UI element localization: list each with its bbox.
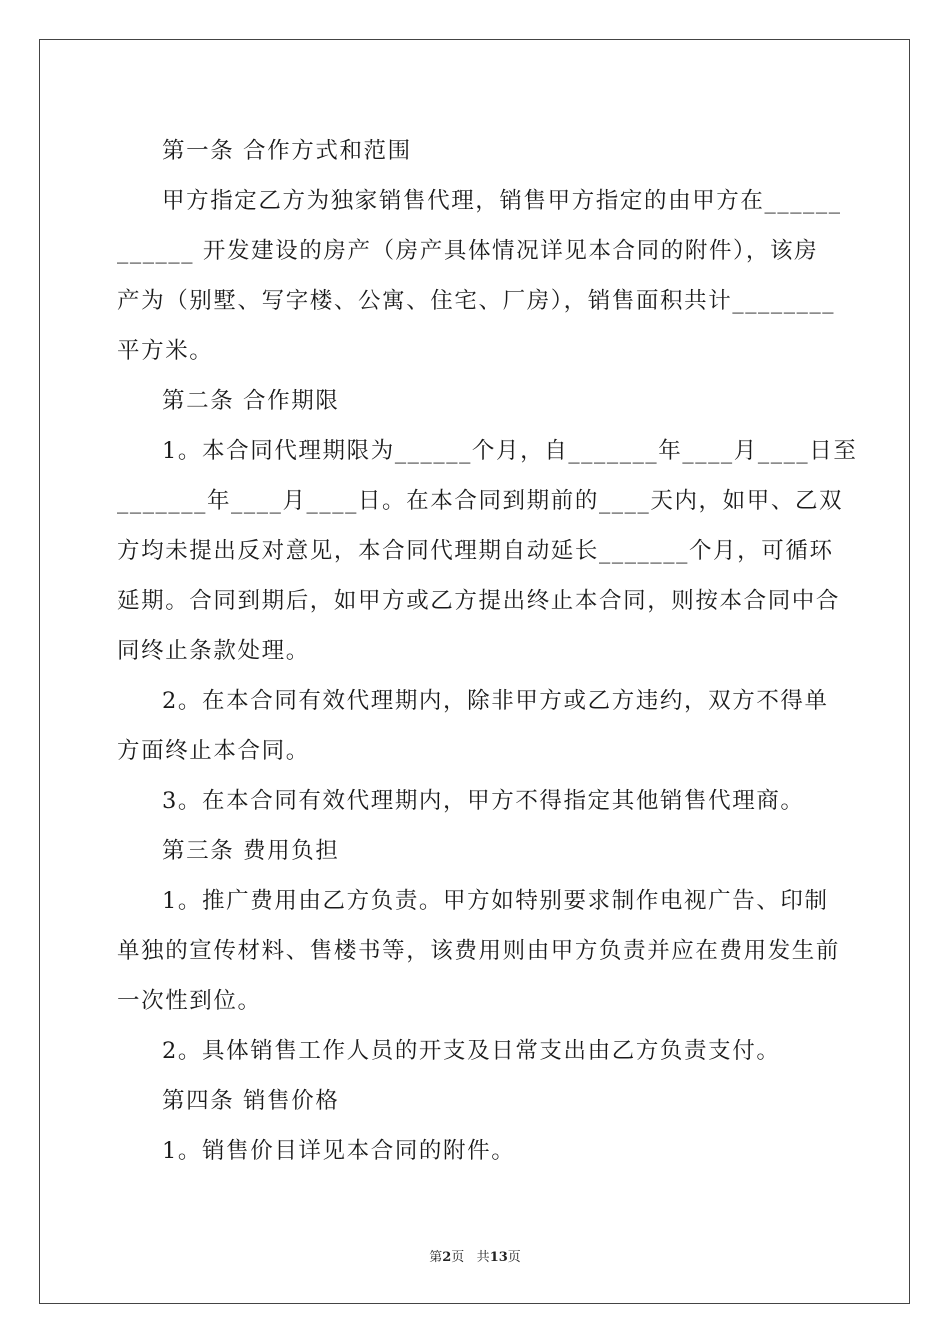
paragraph-line: 方均未提出反对意见，本合同代理期自动延长_______个月，可循环 — [117, 538, 834, 564]
paragraph-line: 平方米。 — [117, 338, 214, 364]
article-3-heading: 第三条 费用负担 — [162, 838, 340, 864]
current-page-number: 2 — [442, 1250, 452, 1265]
paragraph-line: ______ 开发建设的房产（房产具体情况详见本合同的附件），该房 — [117, 238, 819, 264]
paragraph-line: 产为（别墅、写字楼、公寓、住宅、厂房），销售面积共计________ — [117, 288, 836, 314]
paragraph-line: 2。具体销售工作人员的开支及日常支出由乙方负责支付。 — [162, 1038, 781, 1064]
paragraph-line: 1。销售价目详见本合同的附件。 — [162, 1138, 516, 1164]
paragraph-line: 单独的宣传材料、售楼书等，该费用则由甲方负责并应在费用发生前 — [117, 938, 841, 964]
paragraph-line: 方面终止本合同。 — [117, 738, 310, 764]
paragraph-line: 1。本合同代理期限为______个月，自_______年____月____日至 — [162, 438, 858, 464]
total-prefix: 共 — [476, 1250, 490, 1265]
paragraph-line: 甲方指定乙方为独家销售代理，销售甲方指定的由甲方在______ — [162, 188, 842, 214]
total-suffix: 页 — [507, 1250, 521, 1265]
document-body — [117, 126, 858, 1176]
article-4-heading: 第四条 销售价格 — [162, 1088, 340, 1114]
paragraph-line: 1。推广费用由乙方负责。甲方如特别要求制作电视广告、印制 — [162, 888, 829, 914]
paragraph-line: 3。在本合同有效代理期内，甲方不得指定其他销售代理商。 — [162, 788, 805, 814]
paragraph-line: 一次性到位。 — [117, 988, 262, 1014]
paragraph-line: _______年____月____日。在本合同到期前的____天内，如甲、乙双 — [117, 488, 844, 514]
article-1-heading: 第一条 合作方式和范围 — [162, 138, 412, 164]
paragraph-line: 延期。合同到期后，如甲方或乙方提出终止本合同，则按本合同中合 — [117, 588, 841, 614]
total-page-count: 13 — [489, 1250, 508, 1265]
paragraph-line: 同终止条款处理。 — [117, 638, 310, 664]
paragraph-line: 2。在本合同有效代理期内，除非甲方或乙方违约，双方不得单 — [162, 688, 829, 714]
page-footer — [0, 1246, 950, 1265]
page-prefix: 第 — [429, 1250, 443, 1265]
page-suffix: 页 — [451, 1250, 465, 1265]
article-2-heading: 第二条 合作期限 — [162, 388, 340, 414]
